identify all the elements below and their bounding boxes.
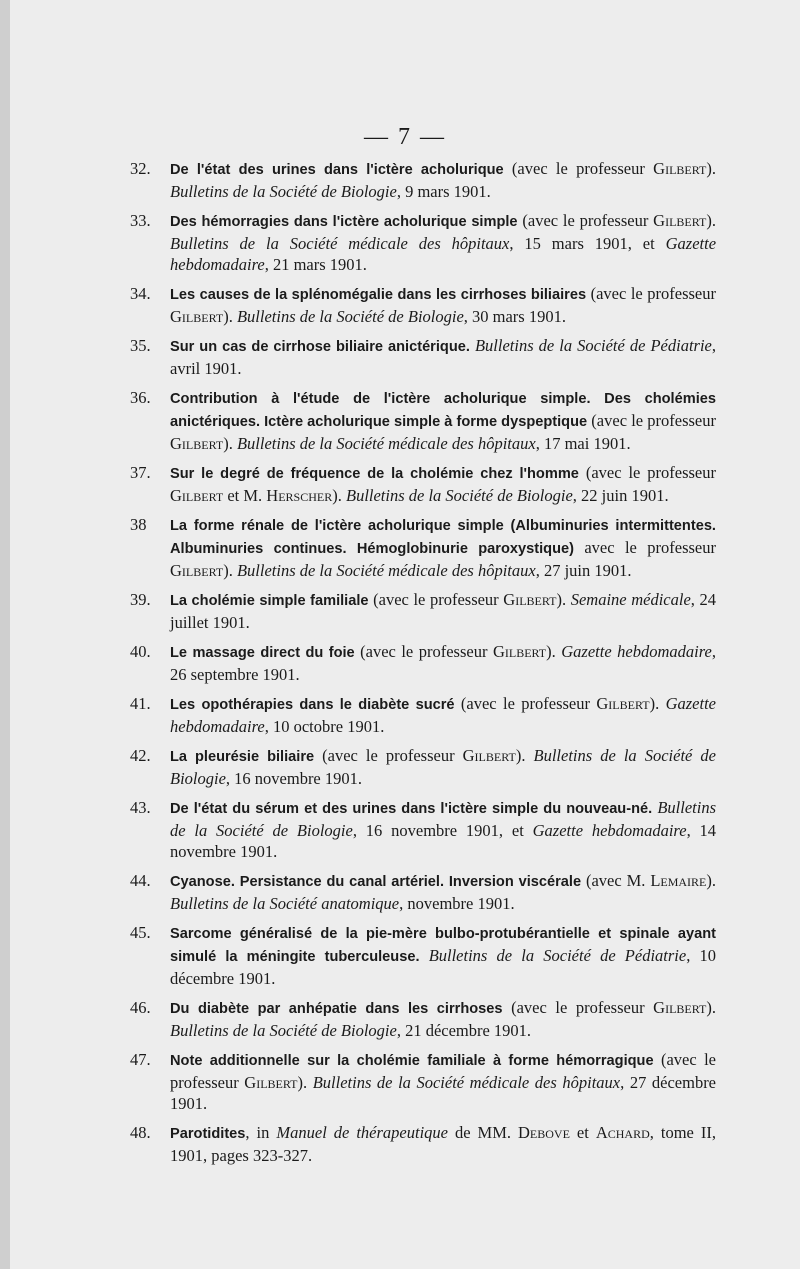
entry-text: , novembre 1901.	[399, 894, 515, 913]
entry-number: 47.	[130, 1050, 151, 1069]
entry-text: , 10 octobre 1901.	[264, 717, 385, 736]
entry-author: Achard	[595, 1123, 650, 1142]
entry-author: Gilbert	[503, 590, 557, 609]
entry-journal: Bulletins de la Société de Biologie	[236, 307, 464, 326]
entry-journal: Bulletins de la Société de Pédiatrie	[474, 336, 712, 355]
entry-author: Gilbert	[596, 694, 650, 713]
entry-text: et M.	[223, 486, 267, 505]
entry-number: 33.	[130, 211, 151, 230]
entry-text: , 15 mars 1901, et	[509, 234, 666, 253]
bibliography-entry	[130, 158, 716, 202]
entry-text: (avec le professeur	[354, 642, 493, 661]
entry-text: , 22 juin 1901.	[572, 486, 669, 505]
entry-text: ).	[706, 211, 716, 230]
entry-text: (avec le professeur	[587, 411, 716, 430]
entry-number: 38	[130, 515, 147, 534]
bibliography-entry	[130, 1049, 716, 1114]
entry-journal: Gazette hebdomadaire	[170, 694, 716, 736]
entry-text: avec le professeur	[573, 538, 716, 557]
bibliography-entry	[130, 997, 716, 1041]
entry-journal: Bulletins de la Société de Biologie	[170, 746, 716, 788]
entry-text: ).	[223, 307, 237, 326]
entry-text: (avec le professeur	[368, 590, 504, 609]
entry-journal: Bulletins de la Société médicale des hôpitaux	[236, 561, 536, 580]
entry-author: Gilbert	[170, 561, 224, 580]
entry-text: , 30 mars 1901.	[463, 307, 566, 326]
entry-text: (avec M.	[581, 871, 651, 890]
entry-text: ).	[223, 561, 237, 580]
bibliography-entry	[130, 335, 716, 379]
entry-journal: Gazette hebdomadaire	[532, 821, 687, 840]
entry-text: , 16 novembre 1901.	[225, 769, 363, 788]
entry-text: ).	[297, 1073, 313, 1092]
entry-number: 43.	[130, 798, 151, 817]
entry-title: Parotidites	[170, 1126, 246, 1142]
entry-author: Gilbert	[653, 211, 707, 230]
entry-text: (avec le professeur	[170, 1050, 716, 1092]
bibliography-entry	[130, 797, 716, 862]
entry-text: (avec le professeur	[517, 211, 654, 230]
entry-text: , avril 1901.	[170, 336, 716, 378]
entry-title: Le massage direct du foie	[170, 645, 355, 661]
entry-title: De l'état des urines dans l'ictère acholurique	[170, 162, 504, 178]
entry-text: , 17 mai 1901.	[535, 434, 631, 453]
entry-text: ).	[223, 434, 237, 453]
entry-journal: Bulletins de la Société de Biologie	[170, 1021, 397, 1040]
entry-journal: Bulletins de la Société de Biologie	[170, 182, 397, 201]
entry-number: 34.	[130, 284, 151, 303]
bibliography-entry	[130, 589, 716, 633]
entry-author: Debove	[518, 1123, 570, 1142]
entry-author: Gilbert	[653, 159, 707, 178]
entry-author: Gilbert	[653, 998, 707, 1017]
entry-journal: Bulletins de la Société médicale des hôpitaux	[312, 1073, 621, 1092]
entry-number: 45.	[130, 923, 151, 942]
entry-journal: Bulletins de la Société de Pédiatrie	[428, 946, 687, 965]
entry-number: 41.	[130, 694, 151, 713]
bibliography-list	[130, 158, 716, 1174]
entry-title: Sur un cas de cirrhose biliaire anictérique.	[170, 339, 470, 355]
document-page	[10, 0, 800, 1269]
entry-journal: Bulletins de la Société de Biologie	[345, 486, 573, 505]
entry-number: 37.	[130, 463, 151, 482]
entry-journal: Bulletins de la Société de Biologie	[170, 798, 716, 840]
entry-journal: Semaine médicale	[570, 590, 691, 609]
entry-journal: Manuel de thérapeutique	[276, 1123, 448, 1142]
entry-author: Gilbert	[492, 642, 547, 661]
bibliography-entry	[130, 514, 716, 581]
bibliography-entry	[130, 693, 716, 737]
entry-text: (avec le professeur	[314, 746, 463, 765]
entry-title: Les opothérapies dans le diabète sucré	[170, 697, 455, 713]
entry-journal: Bulletins de la Société médicale des hôpitaux	[236, 434, 536, 453]
entry-text: ).	[649, 694, 666, 713]
entry-text: ).	[706, 871, 717, 890]
entry-title: Contribution à l'étude de l'ictère acholurique simple. Des cholémies anictériques. Ictère acholurique simple à forme dyspeptique	[170, 391, 716, 430]
entry-text: (avec le professeur	[502, 998, 654, 1017]
entry-text: , 14 novembre 1901.	[170, 821, 717, 861]
entry-number: 39.	[130, 590, 151, 609]
entry-title: Sur le degré de fréquence de la cholémie chez l'homme	[170, 466, 579, 482]
entry-author: Gilbert	[462, 746, 516, 765]
entry-text: ).	[556, 590, 571, 609]
entry-title: Du diabète par anhépatie dans les cirrhoses	[170, 1001, 503, 1017]
entry-text: , tome II, 1901, pages 323-327.	[170, 1123, 716, 1165]
entry-text: , 9 mars 1901.	[396, 182, 491, 201]
entry-number: 36.	[130, 388, 151, 407]
bibliography-entry	[130, 641, 716, 685]
entry-text: ).	[546, 642, 562, 661]
entry-text: ).	[515, 746, 534, 765]
entry-text: , 10 décembre 1901.	[170, 946, 717, 988]
entry-text: , 26 septembre 1901.	[170, 642, 716, 684]
entry-text	[420, 946, 429, 965]
entry-text: (avec le professeur	[578, 463, 716, 482]
entry-text: , 21 décembre 1901.	[396, 1021, 532, 1040]
entry-title: La forme rénale de l'ictère acholurique simple (Albuminuries intermittentes. Albuminuries continues. Hémoglobinurie paroxystique)	[170, 518, 716, 557]
entry-title: Sarcome généralisé de la pie-mère bulbo-protubérantielle et spinale ayant simulé la méningite tuberculeuse.	[170, 926, 716, 965]
entry-title: Note additionnelle sur la cholémie familiale à forme hémorragique	[170, 1053, 654, 1069]
entry-text: (avec le professeur	[454, 694, 597, 713]
bibliography-entry	[130, 210, 716, 275]
page-number: — 7 —	[364, 124, 446, 150]
entry-text: de MM.	[447, 1123, 519, 1142]
entry-journal: Bulletins de la Société médicale des hôpitaux	[170, 234, 510, 253]
entry-title: La cholémie simple familiale	[170, 593, 369, 609]
entry-author: Gilbert	[170, 307, 224, 326]
entry-text: et	[569, 1123, 596, 1142]
entry-title: La pleurésie biliaire	[170, 749, 315, 765]
entry-text: ).	[332, 486, 346, 505]
entry-journal: Gazette hebdomadaire	[561, 642, 712, 661]
entry-title: Cyanose. Persistance du canal artériel. Inversion viscérale	[170, 874, 582, 890]
entry-number: 40.	[130, 642, 151, 661]
entry-title: Des hémorragies dans l'ictère acholurique simple	[170, 214, 518, 230]
entry-text: , 27 décembre 1901.	[170, 1073, 717, 1113]
entry-title: De l'état du sérum et des urines dans l'ictère simple du nouveau-né.	[170, 801, 653, 817]
entry-text: (avec le professeur	[503, 159, 654, 178]
bibliography-entry	[130, 462, 716, 506]
entry-text: (avec le professeur	[586, 284, 716, 303]
entry-text: , 27 juin 1901.	[535, 561, 632, 580]
entry-author: Gilbert	[170, 434, 224, 453]
bibliography-entry	[130, 870, 716, 914]
entry-text: , 24 juillet 1901.	[170, 590, 717, 632]
entry-author: Gilbert	[170, 486, 224, 505]
bibliography-entry	[130, 1122, 716, 1166]
bibliography-entry	[130, 745, 716, 789]
entry-text: , 16 novembre 1901, et	[352, 821, 533, 840]
entry-number: 44.	[130, 871, 151, 890]
entry-number: 32.	[130, 159, 151, 178]
entry-text: , in	[245, 1123, 277, 1142]
entry-number: 42.	[130, 746, 151, 765]
entry-number: 35.	[130, 336, 151, 355]
entry-number: 48.	[130, 1123, 151, 1142]
entry-number: 46.	[130, 998, 151, 1017]
entry-journal: Gazette hebdomadaire	[170, 234, 717, 274]
entry-author: Herscher	[266, 486, 333, 505]
entry-text: ).	[706, 159, 716, 178]
bibliography-entry	[130, 387, 716, 454]
entry-title: Les causes de la splénomégalie dans les cirrhoses biliaires	[170, 287, 587, 303]
entry-text: ).	[706, 998, 716, 1017]
bibliography-entry	[130, 283, 716, 327]
entry-author: Lemaire	[650, 871, 707, 890]
entry-author: Gilbert	[244, 1073, 298, 1092]
entry-journal: Bulletins de la Société anatomique	[170, 894, 400, 913]
bibliography-entry	[130, 922, 716, 989]
entry-text: , 21 mars 1901.	[264, 255, 367, 274]
